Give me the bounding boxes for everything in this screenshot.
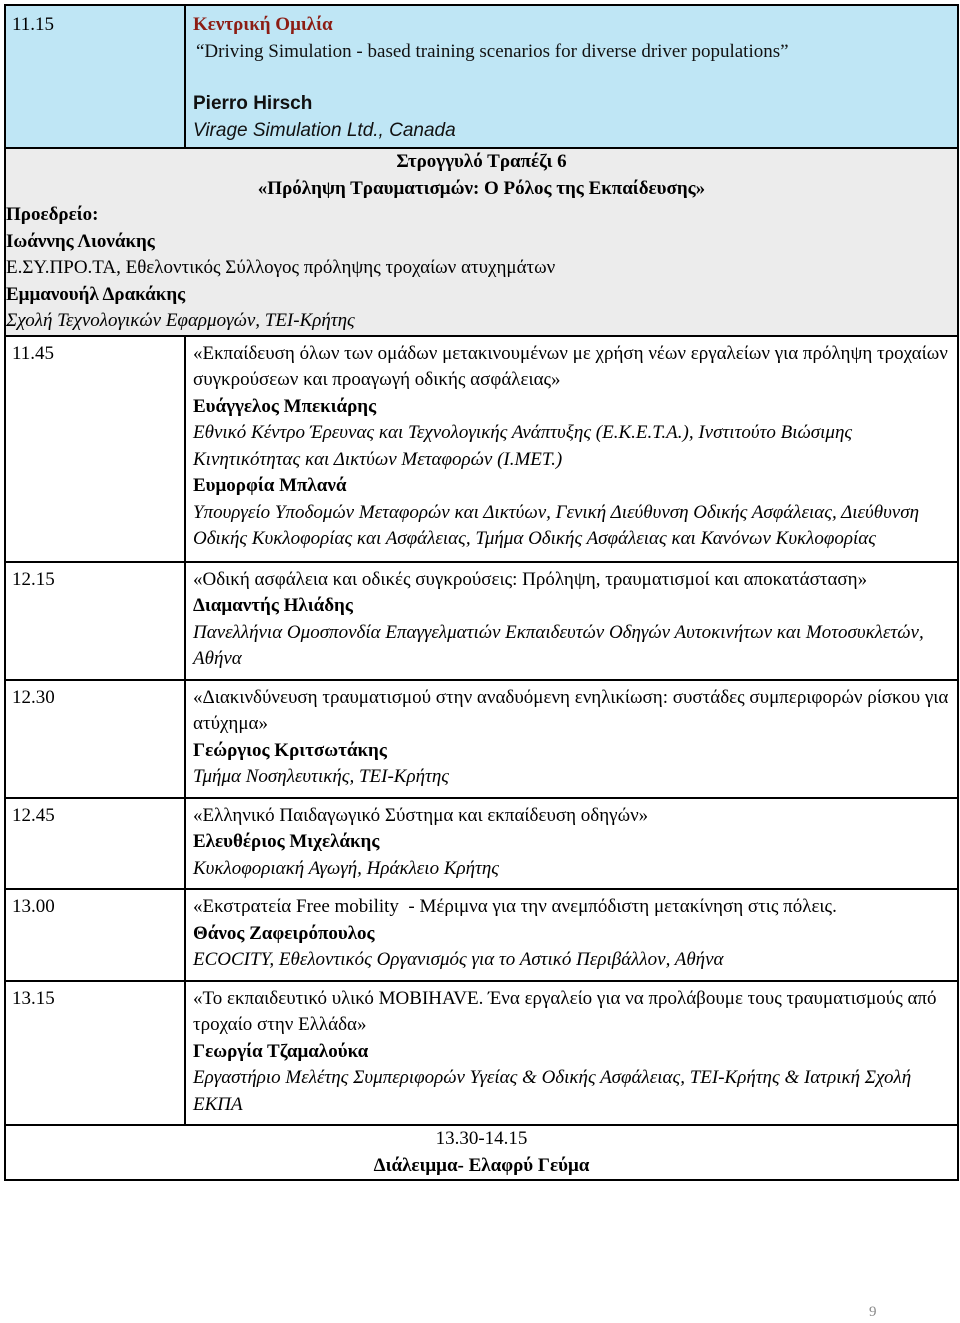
speaker-affiliation: ECOCITY, Εθελοντικός Οργανισμός για το Αστικό Περιβάλλον, Αθήνα [193,949,724,970]
speaker-affiliation: Πανελλήνια Ομοσπονδία Επαγγελματιών Εκπαιδευτών Οδηγών Αυτοκινήτων και Μοτοσυκλετών, Αθήνα [193,621,924,669]
round-table-subtitle: «Πρόληψη Τραυματισμών: Ο Ρόλος της Εκπαίδευσης» [257,177,706,199]
keynote-speaker: Pierro Hirsch [193,93,313,114]
chair-label: Προεδρείο: [6,204,99,225]
break-row [5,1125,958,1180]
session-row [5,981,958,1126]
speaker-affiliation: Υπουργείο Υποδομών Μεταφορών και Δικτύων, Γενική Διεύθυνση Οδικής Ασφάλειας, Διεύθυνση Οδικής Κυκλοφορίας και Ασφάλειας, Τμήμα Οδικής Ασφάλειας και Κανόνων Κυκλοφορίας [193,501,920,549]
keynote-talk-title: “Driving Simulation - based training scenarios for diverse driver populations” [196,40,789,62]
chair-affiliation: Σχολή Τεχνολογικών Εφαρμογών, ΤΕΙ-Κρήτης [6,310,355,331]
keynote-time: 11.15 [5,5,185,148]
speaker-name: Γεώργιος Κριτσωτάκης [193,739,387,761]
session-content [185,336,958,562]
chair-name: Εμμανουήλ Δρακάκης [6,283,186,305]
program-page [4,4,957,1181]
session-row [5,562,958,680]
speaker-name: Διαμαντής Ηλιάδης [193,595,353,616]
session-content [185,680,958,798]
session-time: 12.30 [5,680,185,798]
page-number: 9 [869,1304,877,1320]
session-title: «Το εκπαιδευτικό υλικό MOBIHAVE. Ένα εργαλείο για να προλάβουμε τους τραυματισμούς από τροχαίο στην Ελλάδα» [193,987,937,1035]
session-time: 13.15 [5,981,185,1126]
session-content [185,981,958,1126]
session-row [5,680,958,798]
keynote-title: Κεντρική Ομιλία [193,14,333,35]
speaker-affiliation: Κυκλοφοριακή Αγωγή, Ηράκλειο Κρήτης [193,857,499,879]
session-time: 11.45 [5,336,185,562]
session-content [185,889,958,981]
session-content [185,798,958,890]
speaker-name: Ευάγγελος Μπεκιάρης [193,395,377,417]
speaker-affiliation: Εργαστήριο Μελέτης Συμπεριφορών Υγείας & Οδικής Ασφάλειας, ΤΕΙ-Κρήτης & Ιατρική Σχολή ΕΚΠΑ [193,1067,912,1115]
speaker-affiliation: Τμήμα Νοσηλευτικής, ΤΕΙ-Κρήτης [193,766,449,787]
session-title: «Ελληνικό Παιδαγωγικό Σύστημα και εκπαίδευση οδηγών» [193,804,649,826]
session-time: 13.00 [5,889,185,981]
schedule-table [4,4,959,1181]
speaker-name: Θάνος Ζαφειρόπουλος [193,922,375,944]
session-row [5,336,958,562]
chair-name: Ιωάννης Λιονάκης [6,230,155,252]
keynote-affiliation: Virage Simulation Ltd., Canada [193,119,456,141]
speaker-affiliation: Εθνικό Κέντρο Έρευνας και Τεχνολογικής Ανάπτυξης (Ε.Κ.Ε.Τ.Α.), Ινστιτούτο Βιώσιμης Κινητικότητας και Δικτύων Μεταφορών (Ι.ΜΕΤ.) [193,422,853,470]
round-table-content [5,148,958,336]
session-time: 12.45 [5,798,185,890]
speaker-name: Γεωργία Τζαμαλούκα [193,1040,369,1062]
session-content [185,562,958,680]
round-table-title: Στρογγυλό Τραπέζι 6 [396,151,567,172]
session-row [5,798,958,890]
break-time: 13.30-14.15 [435,1128,528,1149]
speaker-name: Ελευθέριος Μιχελάκης [193,831,380,852]
speaker-name: Ευμορφία Μπλανά [193,475,347,496]
keynote-row [5,5,958,148]
spacer [193,65,951,91]
session-time: 12.15 [5,562,185,680]
break-content [5,1125,958,1180]
session-title: «Εκστρατεία Free mobility - Μέριμνα για την ανεμπόδιστη μετακίνηση στις πόλεις. [193,896,837,917]
session-title: «Οδική ασφάλεια και οδικές συγκρούσεις: Πρόληψη, τραυματισμοί και αποκατάσταση» [193,568,868,590]
round-table-row [5,148,958,336]
chair-affiliation: Ε.ΣΥ.ΠΡΟ.ΤΑ, Εθελοντικός Σύλλογος πρόληψης τροχαίων ατυχημάτων [6,257,556,278]
session-title: «Διακινδύνευση τραυματισμού στην αναδυόμενη ενηλικίωση: συστάδες συμπεριφορών ρίσκου για ατύχημα» [193,686,949,734]
keynote-content [185,5,958,148]
session-row [5,889,958,981]
session-title: «Εκπαίδευση όλων των ομάδων μετακινουμένων με χρήση νέων εργαλείων για πρόληψη τροχαίων συγκρούσεων και προαγωγή οδικής ασφάλειας» [193,342,948,390]
break-title: Διάλειμμα- Ελαφρύ Γεύμα [373,1154,590,1176]
